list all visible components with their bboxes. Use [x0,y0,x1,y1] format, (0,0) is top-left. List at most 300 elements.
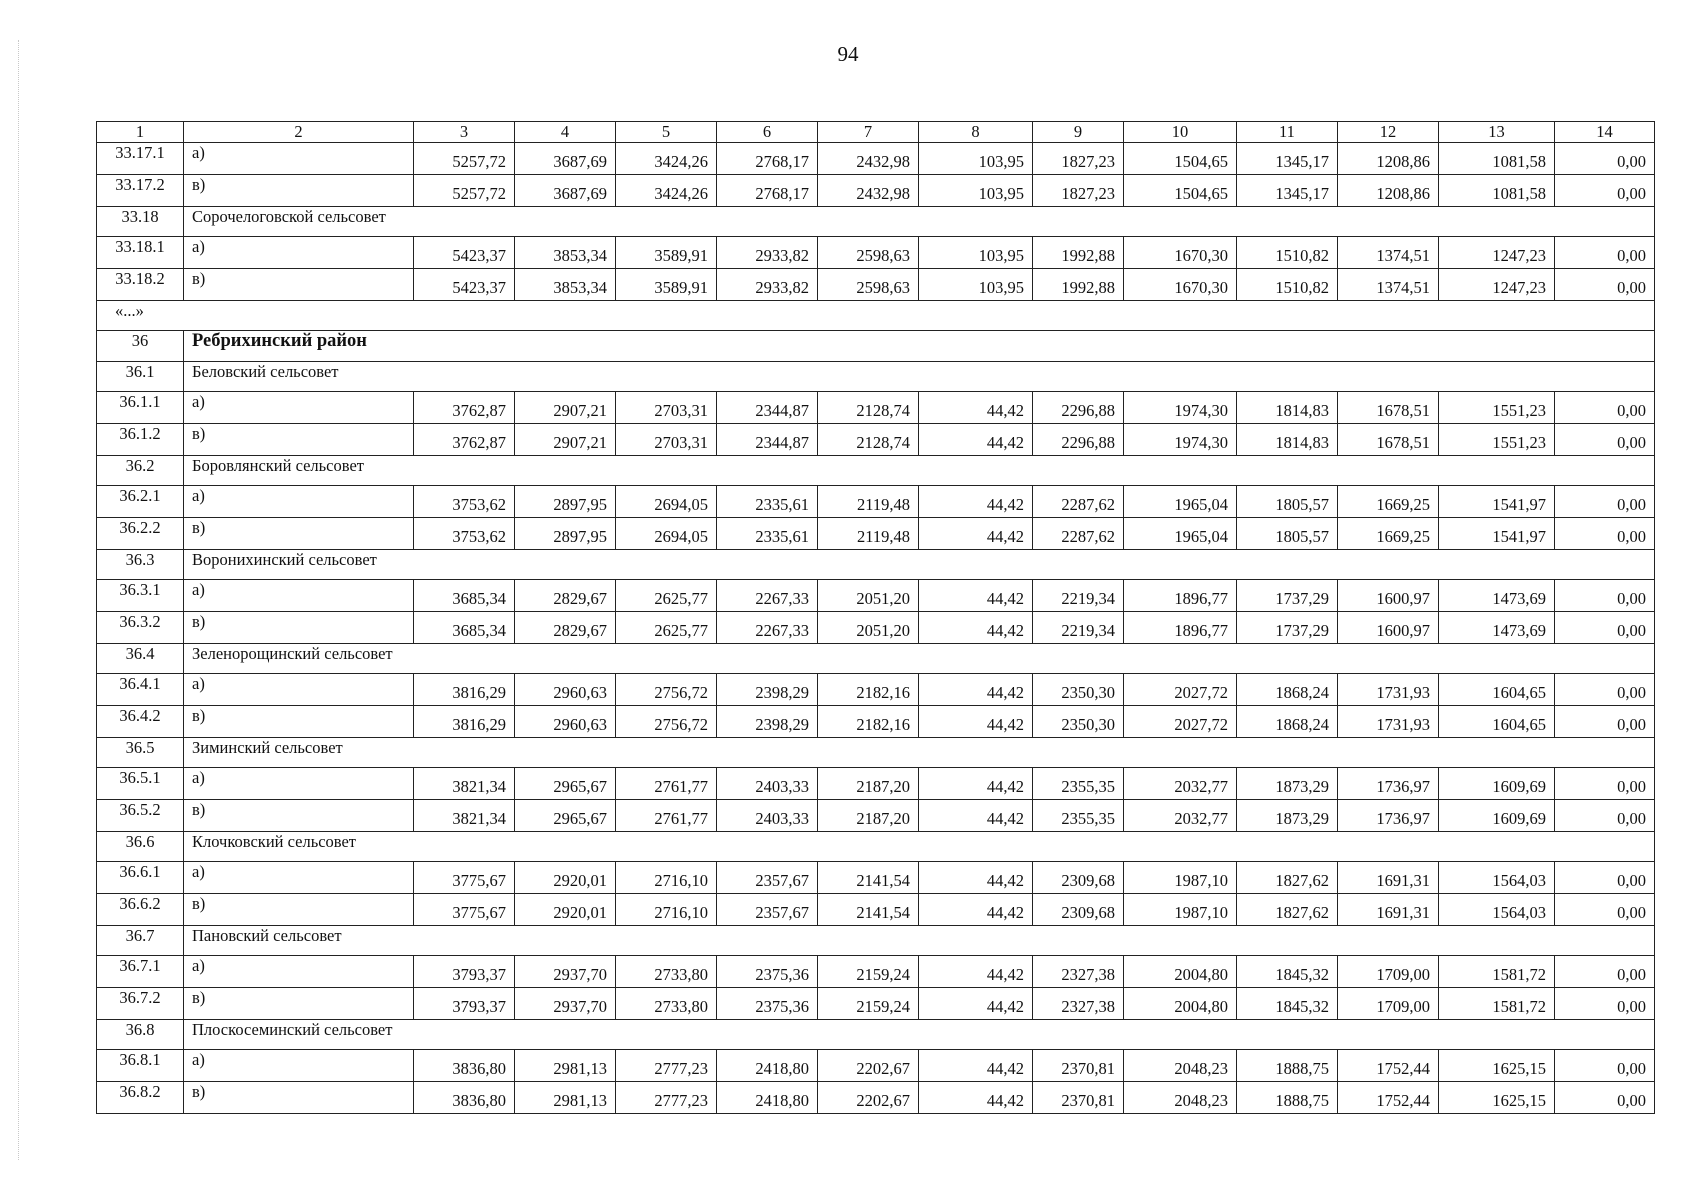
row-label-cell: в) [184,612,414,644]
value-cell: 3821,34 [414,768,515,800]
value-cell: 1247,23 [1439,269,1555,301]
value-cell: 0,00 [1555,674,1655,706]
value-cell: 1827,23 [1033,175,1124,207]
column-number-cell: 14 [1555,122,1655,143]
section-code-cell: 36.2 [97,456,184,486]
value-cell: 2344,87 [717,392,818,424]
value-cell: 2432,98 [818,143,919,175]
column-number-cell: 2 [184,122,414,143]
section-title-cell: Зеленорощинский сельсовет [184,644,1655,674]
section-row [97,362,1655,392]
table-row [97,143,1655,175]
value-cell: 2716,10 [616,862,717,894]
value-cell: 3424,26 [616,143,717,175]
table-row [97,269,1655,301]
value-cell: 2187,20 [818,800,919,832]
value-cell: 0,00 [1555,1082,1655,1114]
value-cell: 1827,62 [1237,894,1338,926]
value-cell: 2761,77 [616,800,717,832]
value-cell: 3424,26 [616,175,717,207]
value-cell: 1541,97 [1439,486,1555,518]
value-cell: 1805,57 [1237,518,1338,550]
value-cell: 0,00 [1555,1050,1655,1082]
value-cell: 1081,58 [1439,143,1555,175]
value-cell: 2965,67 [515,768,616,800]
value-cell: 2370,81 [1033,1082,1124,1114]
value-cell: 3753,62 [414,518,515,550]
value-cell: 1805,57 [1237,486,1338,518]
value-cell: 2027,72 [1124,706,1237,738]
row-code-cell: 36.7.2 [97,988,184,1020]
value-cell: 2048,23 [1124,1082,1237,1114]
value-cell: 2267,33 [717,612,818,644]
table-row [97,424,1655,456]
value-cell: 1736,97 [1338,800,1439,832]
value-cell: 1896,77 [1124,612,1237,644]
value-cell: 2768,17 [717,175,818,207]
value-cell: 3753,62 [414,486,515,518]
value-cell: 2370,81 [1033,1050,1124,1082]
value-cell: 2981,13 [515,1082,616,1114]
value-cell: 1609,69 [1439,768,1555,800]
value-cell: 103,95 [919,143,1033,175]
value-cell: 0,00 [1555,175,1655,207]
row-code-cell: 36.8.1 [97,1050,184,1082]
column-number-cell: 8 [919,122,1033,143]
value-cell: 1873,29 [1237,800,1338,832]
table-row [97,894,1655,926]
value-cell: 1709,00 [1338,956,1439,988]
section-code-cell: 36.4 [97,644,184,674]
row-label-cell: а) [184,580,414,612]
value-cell: 3589,91 [616,269,717,301]
row-code-cell: 33.18.2 [97,269,184,301]
section-code-cell: 33.18 [97,207,184,237]
section-row [97,644,1655,674]
value-cell: 2403,33 [717,800,818,832]
value-cell: 2027,72 [1124,674,1237,706]
value-cell: 2625,77 [616,612,717,644]
row-label-cell: в) [184,269,414,301]
value-cell: 1888,75 [1237,1050,1338,1082]
value-cell: 2398,29 [717,706,818,738]
section-code-cell: 36.7 [97,926,184,956]
value-cell: 1965,04 [1124,518,1237,550]
value-cell: 2960,63 [515,706,616,738]
value-cell: 3816,29 [414,674,515,706]
column-number-cell: 1 [97,122,184,143]
value-cell: 1345,17 [1237,175,1338,207]
value-cell: 1551,23 [1439,424,1555,456]
value-cell: 1731,93 [1338,674,1439,706]
value-cell: 2119,48 [818,486,919,518]
value-cell: 2937,70 [515,988,616,1020]
section-row [97,550,1655,580]
column-number-cell: 11 [1237,122,1338,143]
value-cell: 1669,25 [1338,486,1439,518]
column-number-cell: 5 [616,122,717,143]
value-cell: 1868,24 [1237,706,1338,738]
section-code-cell: 36.1 [97,362,184,392]
value-cell: 2119,48 [818,518,919,550]
column-number-cell: 13 [1439,122,1555,143]
value-cell: 44,42 [919,862,1033,894]
value-cell: 44,42 [919,424,1033,456]
row-label-cell: в) [184,424,414,456]
value-cell: 2694,05 [616,518,717,550]
section-row [97,926,1655,956]
section-code-cell: 36.6 [97,832,184,862]
value-cell: 1247,23 [1439,237,1555,269]
section-title-cell: Боровлянский сельсовет [184,456,1655,486]
column-number-cell: 9 [1033,122,1124,143]
value-cell: 2829,67 [515,612,616,644]
row-label-cell: а) [184,237,414,269]
value-cell: 1987,10 [1124,894,1237,926]
value-cell: 2933,82 [717,269,818,301]
margin-line [18,40,19,1160]
value-cell: 1873,29 [1237,768,1338,800]
row-code-cell: 33.18.1 [97,237,184,269]
section-title-cell: Зиминский сельсовет [184,738,1655,768]
value-cell: 2309,68 [1033,862,1124,894]
value-cell: 2733,80 [616,988,717,1020]
value-cell: 2937,70 [515,956,616,988]
value-cell: 3687,69 [515,175,616,207]
value-cell: 2159,24 [818,956,919,988]
value-cell: 1581,72 [1439,988,1555,1020]
value-cell: 1965,04 [1124,486,1237,518]
column-number-cell: 3 [414,122,515,143]
value-cell: 2716,10 [616,894,717,926]
value-cell: 1737,29 [1237,580,1338,612]
section-title-cell: Плоскосеминский сельсовет [184,1020,1655,1050]
value-cell: 2327,38 [1033,988,1124,1020]
value-cell: 2418,80 [717,1082,818,1114]
value-cell: 2694,05 [616,486,717,518]
section-row [97,207,1655,237]
table-row [97,706,1655,738]
value-cell: 2375,36 [717,988,818,1020]
value-cell: 3793,37 [414,988,515,1020]
value-cell: 1208,86 [1338,175,1439,207]
value-cell: 1992,88 [1033,269,1124,301]
value-cell: 0,00 [1555,237,1655,269]
row-code-cell: 36.4.1 [97,674,184,706]
value-cell: 2703,31 [616,424,717,456]
table-row [97,674,1655,706]
value-cell: 2187,20 [818,768,919,800]
value-cell: 1604,65 [1439,674,1555,706]
row-code-cell: 36.4.2 [97,706,184,738]
value-cell: 2897,95 [515,518,616,550]
value-cell: 1814,83 [1237,424,1338,456]
value-cell: 1670,30 [1124,269,1237,301]
row-code-cell: 36.8.2 [97,1082,184,1114]
value-cell: 2296,88 [1033,424,1124,456]
section-row [97,1020,1655,1050]
value-cell: 103,95 [919,175,1033,207]
value-cell: 3685,34 [414,612,515,644]
value-cell: 2128,74 [818,392,919,424]
value-cell: 2004,80 [1124,988,1237,1020]
value-cell: 2598,63 [818,237,919,269]
value-cell: 1604,65 [1439,706,1555,738]
value-cell: 1345,17 [1237,143,1338,175]
value-cell: 44,42 [919,1082,1033,1114]
value-cell: 1992,88 [1033,237,1124,269]
value-cell: 1987,10 [1124,862,1237,894]
row-label-cell: а) [184,143,414,175]
value-cell: 5257,72 [414,143,515,175]
row-code-cell: 36.3.2 [97,612,184,644]
value-cell: 44,42 [919,894,1033,926]
section-title-cell: Клочковский сельсовет [184,832,1655,862]
row-label-cell: а) [184,768,414,800]
value-cell: 3762,87 [414,392,515,424]
value-cell: 2761,77 [616,768,717,800]
value-cell: 0,00 [1555,768,1655,800]
section-row [97,738,1655,768]
table-row [97,768,1655,800]
column-number-cell: 7 [818,122,919,143]
value-cell: 2327,38 [1033,956,1124,988]
value-cell: 2182,16 [818,706,919,738]
value-cell: 2598,63 [818,269,919,301]
value-cell: 2032,77 [1124,768,1237,800]
section-code-cell: 36.3 [97,550,184,580]
section-row [97,832,1655,862]
value-cell: 1564,03 [1439,894,1555,926]
tariff-table [96,121,1655,1114]
value-cell: 2051,20 [818,580,919,612]
value-cell: 1600,97 [1338,612,1439,644]
table-row [97,988,1655,1020]
value-cell: 44,42 [919,956,1033,988]
table-row [97,518,1655,550]
value-cell: 44,42 [919,988,1033,1020]
district-row [97,331,1655,362]
value-cell: 1845,32 [1237,988,1338,1020]
table-row [97,1082,1655,1114]
row-code-cell: 36.5.2 [97,800,184,832]
value-cell: 2159,24 [818,988,919,1020]
value-cell: 3853,34 [515,269,616,301]
value-cell: 1504,65 [1124,143,1237,175]
table-row [97,175,1655,207]
value-cell: 2920,01 [515,894,616,926]
table-row [97,862,1655,894]
value-cell: 2202,67 [818,1050,919,1082]
row-label-cell: в) [184,1082,414,1114]
value-cell: 1208,86 [1338,143,1439,175]
value-cell: 2357,67 [717,894,818,926]
section-title-cell: Ребрихинский район [184,331,1655,362]
value-cell: 2309,68 [1033,894,1124,926]
value-cell: 1691,31 [1338,862,1439,894]
row-label-cell: а) [184,674,414,706]
section-code-cell: 36 [97,331,184,362]
ellipsis-cell: «...» [97,301,1655,331]
value-cell: 0,00 [1555,486,1655,518]
value-cell: 0,00 [1555,862,1655,894]
value-cell: 2287,62 [1033,486,1124,518]
row-code-cell: 36.1.2 [97,424,184,456]
value-cell: 3687,69 [515,143,616,175]
table-row [97,486,1655,518]
value-cell: 0,00 [1555,269,1655,301]
row-code-cell: 33.17.1 [97,143,184,175]
value-cell: 2933,82 [717,237,818,269]
value-cell: 2756,72 [616,674,717,706]
value-cell: 2965,67 [515,800,616,832]
row-label-cell: в) [184,894,414,926]
value-cell: 1473,69 [1439,580,1555,612]
row-code-cell: 36.1.1 [97,392,184,424]
table-row [97,1050,1655,1082]
section-code-cell: 36.5 [97,738,184,768]
value-cell: 103,95 [919,237,1033,269]
value-cell: 1081,58 [1439,175,1555,207]
value-cell: 1709,00 [1338,988,1439,1020]
value-cell: 0,00 [1555,580,1655,612]
value-cell: 3836,80 [414,1082,515,1114]
value-cell: 2733,80 [616,956,717,988]
column-number-cell: 4 [515,122,616,143]
row-label-cell: а) [184,486,414,518]
value-cell: 2907,21 [515,424,616,456]
value-cell: 1827,23 [1033,143,1124,175]
value-cell: 3853,34 [515,237,616,269]
value-cell: 2777,23 [616,1050,717,1082]
table-row [97,800,1655,832]
value-cell: 2829,67 [515,580,616,612]
value-cell: 2141,54 [818,862,919,894]
value-cell: 0,00 [1555,518,1655,550]
value-cell: 2756,72 [616,706,717,738]
value-cell: 2202,67 [818,1082,919,1114]
value-cell: 1581,72 [1439,956,1555,988]
value-cell: 44,42 [919,800,1033,832]
row-code-cell: 36.6.1 [97,862,184,894]
value-cell: 1845,32 [1237,956,1338,988]
row-code-cell: 36.2.1 [97,486,184,518]
value-cell: 2182,16 [818,674,919,706]
value-cell: 2335,61 [717,518,818,550]
value-cell: 1541,97 [1439,518,1555,550]
value-cell: 3775,67 [414,894,515,926]
value-cell: 1731,93 [1338,706,1439,738]
value-cell: 1551,23 [1439,392,1555,424]
row-label-cell: а) [184,392,414,424]
value-cell: 0,00 [1555,800,1655,832]
value-cell: 1974,30 [1124,392,1237,424]
table-row [97,392,1655,424]
value-cell: 2355,35 [1033,800,1124,832]
value-cell: 2128,74 [818,424,919,456]
value-cell: 0,00 [1555,956,1655,988]
section-title-cell: Беловский сельсовет [184,362,1655,392]
value-cell: 0,00 [1555,894,1655,926]
table-row [97,237,1655,269]
value-cell: 0,00 [1555,392,1655,424]
row-label-cell: а) [184,1050,414,1082]
value-cell: 5423,37 [414,269,515,301]
value-cell: 0,00 [1555,988,1655,1020]
value-cell: 44,42 [919,706,1033,738]
value-cell: 2004,80 [1124,956,1237,988]
value-cell: 44,42 [919,486,1033,518]
value-cell: 2418,80 [717,1050,818,1082]
value-cell: 1888,75 [1237,1082,1338,1114]
table-row [97,956,1655,988]
value-cell: 103,95 [919,269,1033,301]
row-label-cell: в) [184,175,414,207]
value-cell: 1752,44 [1338,1082,1439,1114]
value-cell: 1374,51 [1338,237,1439,269]
value-cell: 0,00 [1555,143,1655,175]
row-label-cell: в) [184,706,414,738]
value-cell: 2897,95 [515,486,616,518]
value-cell: 3775,67 [414,862,515,894]
row-label-cell: в) [184,800,414,832]
value-cell: 2350,30 [1033,674,1124,706]
column-number-cell: 6 [717,122,818,143]
value-cell: 1510,82 [1237,269,1338,301]
header-row [97,122,1655,143]
value-cell: 2296,88 [1033,392,1124,424]
value-cell: 1868,24 [1237,674,1338,706]
row-code-cell: 36.5.1 [97,768,184,800]
value-cell: 2398,29 [717,674,818,706]
value-cell: 2907,21 [515,392,616,424]
value-cell: 1625,15 [1439,1050,1555,1082]
value-cell: 1510,82 [1237,237,1338,269]
value-cell: 3793,37 [414,956,515,988]
table-row [97,580,1655,612]
value-cell: 1600,97 [1338,580,1439,612]
value-cell: 2981,13 [515,1050,616,1082]
value-cell: 2219,34 [1033,580,1124,612]
value-cell: 2625,77 [616,580,717,612]
value-cell: 1504,65 [1124,175,1237,207]
value-cell: 2403,33 [717,768,818,800]
value-cell: 1896,77 [1124,580,1237,612]
ellipsis-row [97,301,1655,331]
value-cell: 1473,69 [1439,612,1555,644]
value-cell: 2350,30 [1033,706,1124,738]
value-cell: 2920,01 [515,862,616,894]
value-cell: 0,00 [1555,706,1655,738]
row-label-cell: а) [184,862,414,894]
value-cell: 44,42 [919,612,1033,644]
value-cell: 44,42 [919,518,1033,550]
value-cell: 3821,34 [414,800,515,832]
section-title-cell: Воронихинский сельсовет [184,550,1655,580]
value-cell: 44,42 [919,392,1033,424]
value-cell: 1609,69 [1439,800,1555,832]
value-cell: 5423,37 [414,237,515,269]
value-cell: 2777,23 [616,1082,717,1114]
value-cell: 0,00 [1555,612,1655,644]
value-cell: 1814,83 [1237,392,1338,424]
section-title-cell: Пановский сельсовет [184,926,1655,956]
value-cell: 1736,97 [1338,768,1439,800]
value-cell: 1670,30 [1124,237,1237,269]
value-cell: 2432,98 [818,175,919,207]
value-cell: 2703,31 [616,392,717,424]
section-row [97,456,1655,486]
